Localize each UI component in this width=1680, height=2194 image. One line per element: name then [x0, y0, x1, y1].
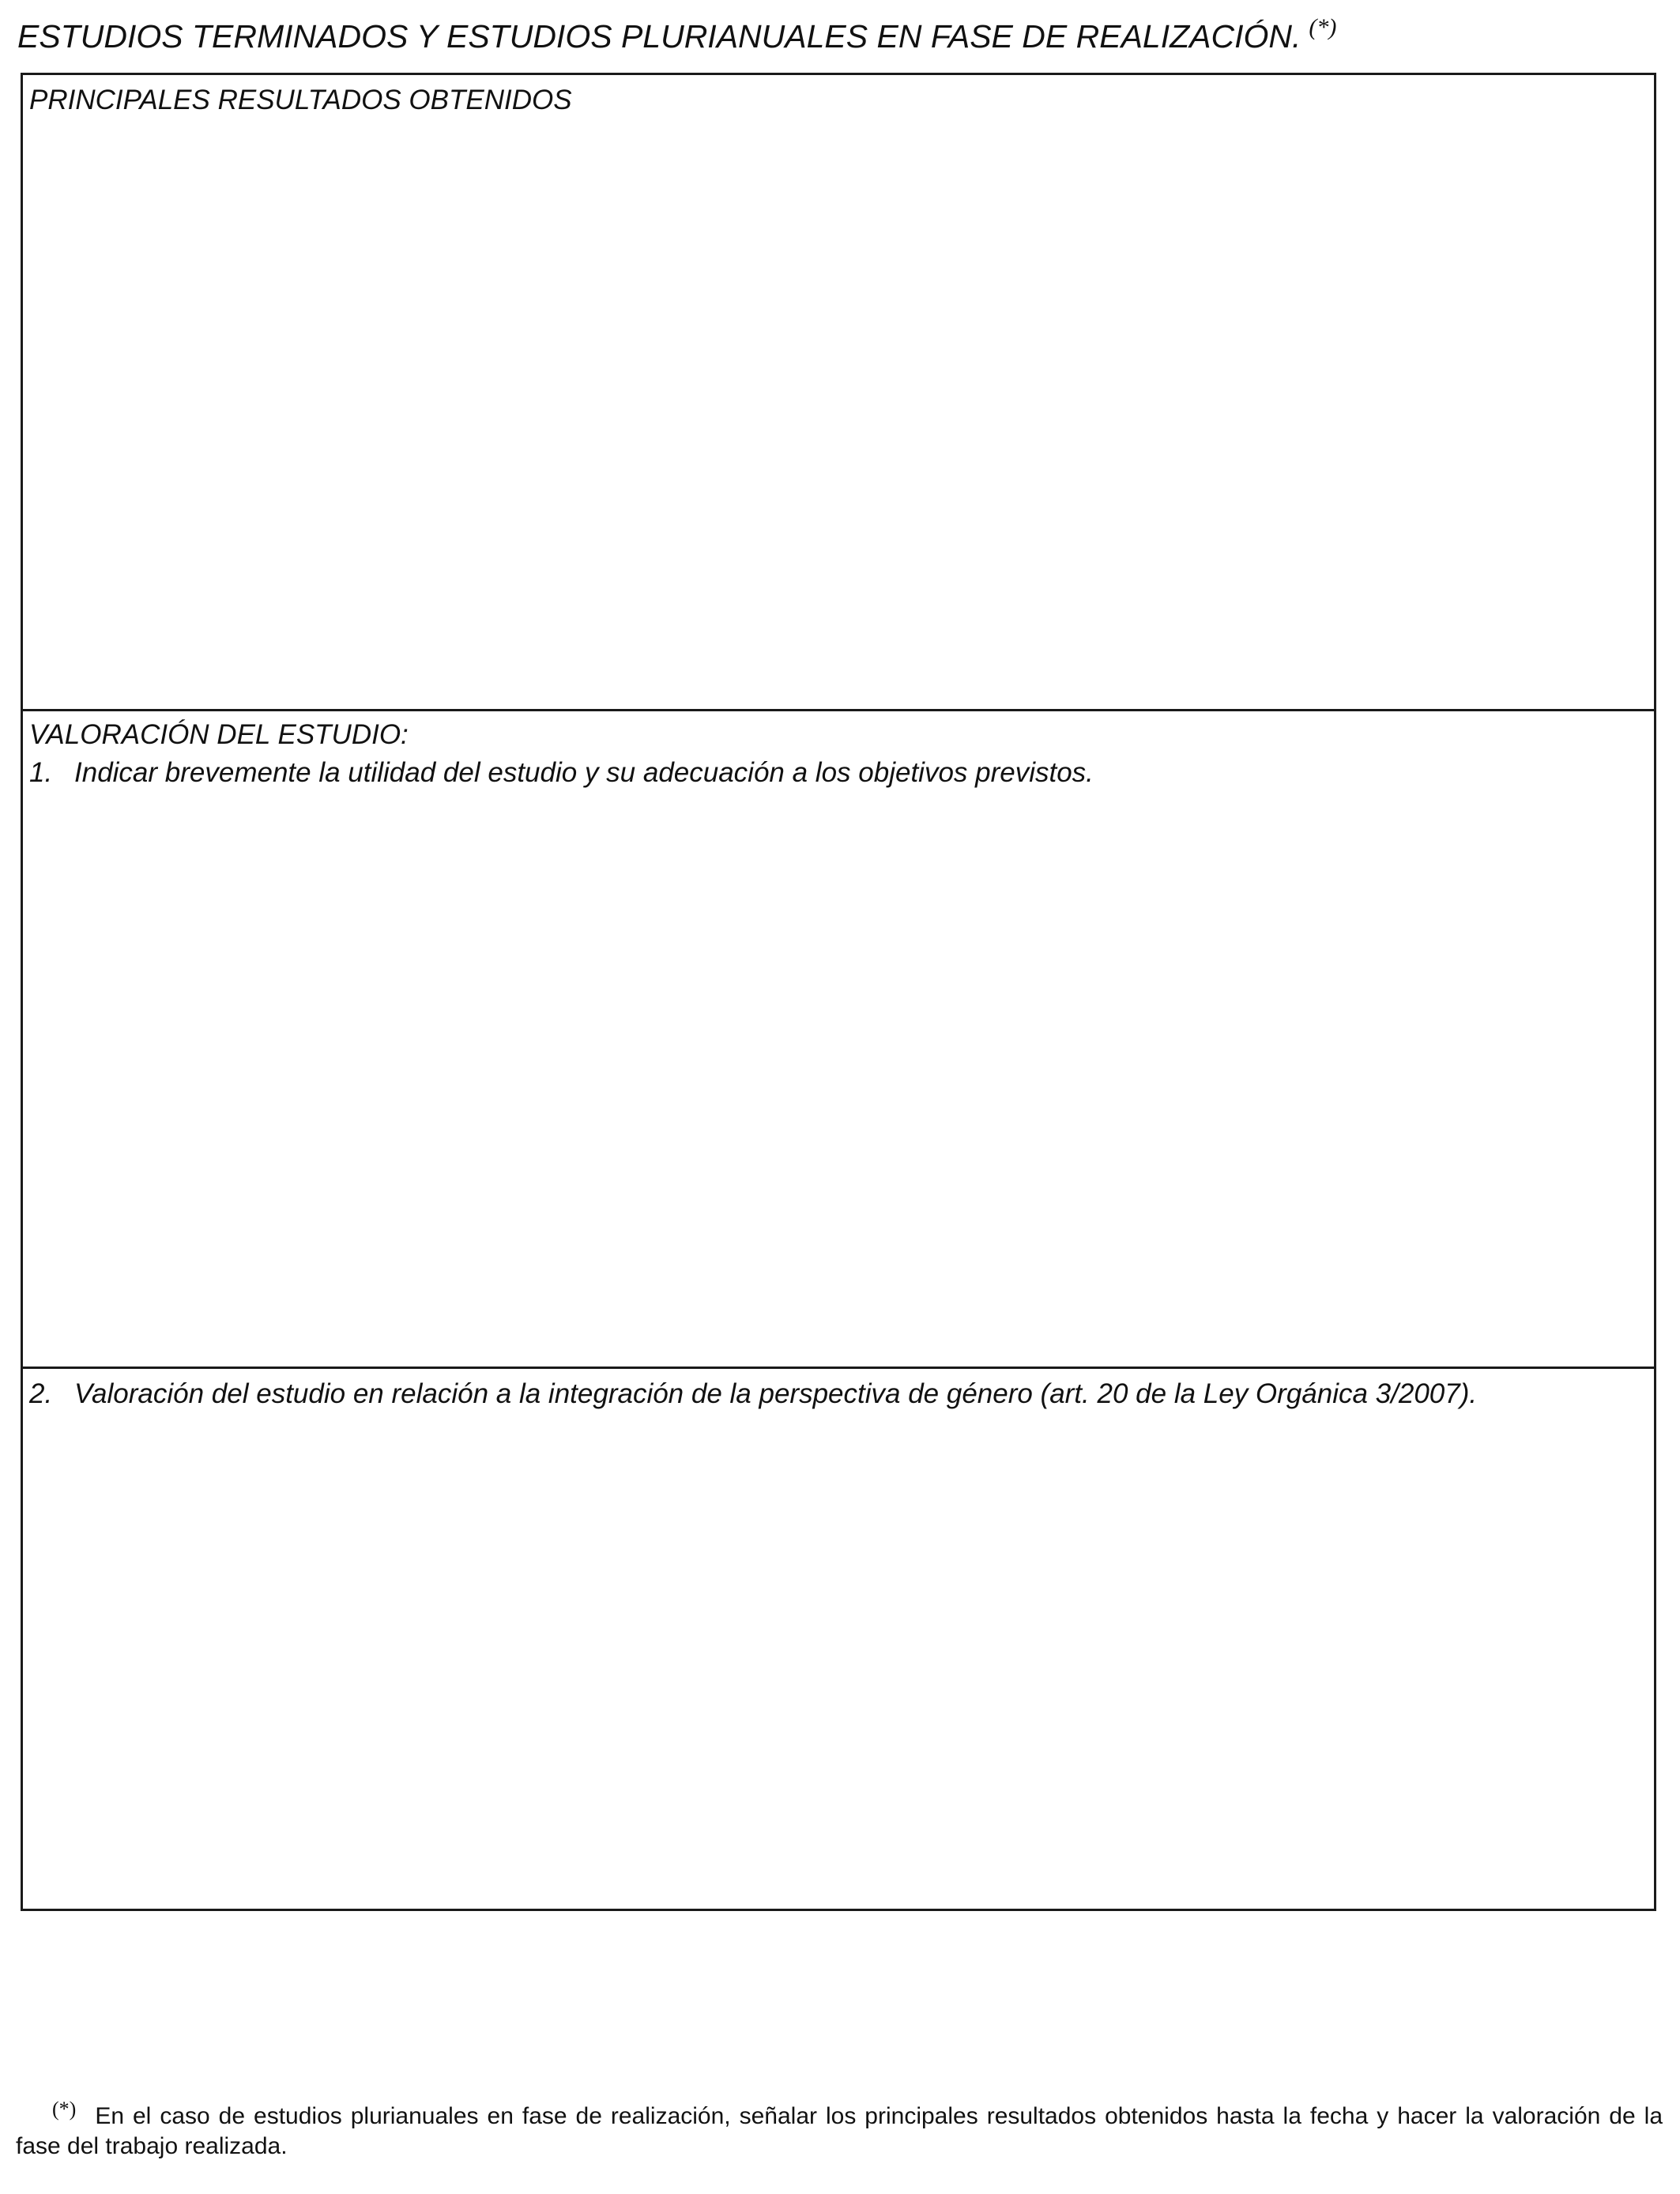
page-title-text: ESTUDIOS TERMINADOS Y ESTUDIOS PLURIANUALES EN FASE DE REALIZACIÓN.: [17, 18, 1301, 55]
assessment-item-2-number: 2.: [29, 1378, 53, 1409]
assessment-section-label: VALORACIÓN DEL ESTUDIO:: [29, 719, 409, 750]
gender-perspective-section[interactable]: [23, 1369, 1654, 1909]
title-footnote-mark: (*): [1309, 14, 1337, 40]
form-box: [21, 73, 1656, 1911]
results-section-label: PRINCIPALES RESULTADOS OBTENIDOS: [29, 85, 572, 115]
assessment-section[interactable]: [23, 711, 1654, 1369]
assessment-item-1-text: Indicar brevemente la utilidad del estudio y su adecuación a los objetivos previstos.: [74, 757, 1094, 788]
footnote-mark: (*): [52, 2098, 77, 2120]
page-title: [17, 14, 1336, 55]
assessment-item-2: [29, 1378, 1477, 1410]
assessment-item-1-number: 1.: [29, 757, 53, 788]
footnote: [16, 2094, 1663, 2162]
footnote-text: En el caso de estudios plurianuales en fase de realización, señalar los principales resultados obtenidos hasta la fecha y hacer la valoración de la fase del trabajo realizada.: [16, 2103, 1663, 2159]
assessment-item-2-text: Valoración del estudio en relación a la integración de la perspectiva de género (art. 20 de la Ley Orgánica 3/2007).: [74, 1378, 1478, 1409]
assessment-item-1: [29, 757, 1094, 789]
results-section[interactable]: [23, 75, 1654, 711]
